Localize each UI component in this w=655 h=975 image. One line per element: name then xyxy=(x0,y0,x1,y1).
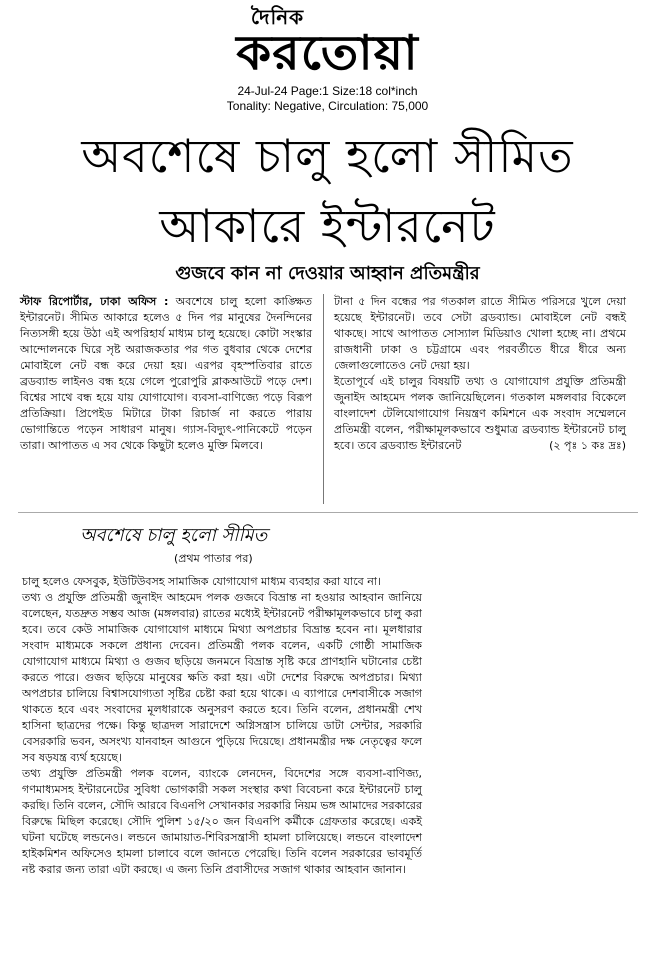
headline-line1: অবশেষে চালু হলো সীমিত xyxy=(81,129,574,183)
paragraph: টানা ৫ দিন বন্ধের পর গতকাল রাতে সীমিত পরিসরে খুলে দেয়া হয়েছে ইন্টারনেট। তবে সেটা ব্রডব্যান্ড। মোবাইলে নেট বন্ধই থাকছে। সাথে আপাতত সোস্যাল মিডিয়াও খোলা হচ্ছে না। প্রথমে রাজধানী ঢাকা ও চট্টগ্রামে এবং পরবর্তীতে ধীরে ধীরে অন্য জেলাগুলোতেও নেট দেয়া হয়। xyxy=(334,295,626,372)
article-lead-paragraph xyxy=(20,294,312,454)
continuation-body xyxy=(22,574,422,878)
headline-line2: আকারে ইন্টারনেট xyxy=(159,199,496,253)
paragraph xyxy=(334,374,626,454)
masthead-newspaper-name: করতোয়া xyxy=(236,25,419,81)
article-column-left xyxy=(20,294,312,454)
byline: স্টাফ রিপোর্টার, ঢাকা অফিস : xyxy=(20,295,169,308)
jump-reference: (২ পৃঃ ১ কঃ দ্রঃ) xyxy=(549,439,626,452)
paragraph: তথ্য ও প্রযুক্তি প্রতিমন্ত্রী জুনাইদ আহমেদ পলক গুজবে বিভ্রান্ত না হওয়ার আহবান জানিয়ে বলেছেন, যতদ্রুত সম্ভব আজ (মঙ্গলবার) রাতের মধ্যেই ইন্টারনেট পরীক্ষামূলকভাবে চালু করা হবে। তবে কেউ সামাজিক যোগাযোগ মাধ্যমে মিথ্যা অপপ্রচার বিভ্রান্ত হবেন না। মূলধারার সংবাদ মাধ্যমকে সকলে প্রধান্য দেবেন। প্রতিমন্ত্রী পলক বলেন, একটি গোষ্ঠী সামাজিক যোগাযোগ মাধ্যমে মিথ্যা ও গুজব ছড়িয়ে জনমনে বিভ্রান্ত সৃষ্টি করে প্রাণহানি ঘটানোর চেষ্টা করতে পারে। গুজব ছড়িয়ে মানুষের ক্ষতি করা হয়। এটা দেশের বিরুদ্ধে অপপ্রচার। মিথ্যা অপপ্রচার চালিয়ে বিশ্বাসযোগ্যতা সৃষ্টির চেষ্টা করা হয়ে থাকে। এ ব্যাপারে দেশবাসীকে সজাগ থাকতে হবে এবং সংবাদের মূলধারাকে অনুসরণ করতে হবে। তিনি বলেন, প্রধানমন্ত্রী শেখ হাসিনা ছাত্রদের পক্ষে। কিন্তু ছাত্রদল সারাদেশে অগ্নিসন্ত্রাস চালিয়ে ডাটা সেন্টার, সরকারি বেসরকারি ভবন, অসংখ্য যানবাহন আগুনে পুড়িয়ে দিয়েছে। প্রধানমন্ত্রীর দক্ষ নেতৃত্বের ফলে সব ষড়যন্ত্র ব্যর্থ হয়েছে। xyxy=(22,591,422,764)
subheadline: গুজবে কান না দেওয়ার আহ্বান প্রতিমন্ত্রীর xyxy=(175,263,480,284)
masthead-small-text: দৈনিক xyxy=(250,5,305,29)
paragraph: চালু হলেও ফেসবুক, ইউটিউবসহ সামাজিক যোগাযোগ মাধ্যম ব্যবহার করা যাবে না। xyxy=(22,575,381,588)
continuation-title: অবশেষে চালু হলো সীমিত xyxy=(80,525,268,546)
clipping-meta-line2: Tonality: Negative, Circulation: 75,000 xyxy=(226,99,429,113)
clipping-meta-line1: 24-Jul-24 Page:1 Size:18 col*inch xyxy=(237,84,418,98)
paragraph: তথ্য প্রযুক্তি প্রতিমন্ত্রী পলক বলেন, ব্যাংকে লেনদেন, বিদেশের সঙ্গে ব্যবসা-বাণিজ্য, গণমাধ্যমসহ ইন্টারনেটের সুবিধা ভোগকারী সকল সংস্থার কথা বিবেচনা করে ইন্টারনেট চালু করছি। তিনি বলেন, সৌদি আরবে বিএনপি সেখানকার সরকারি নিয়ম ভঙ্গ আমাদের সরকারের বিরুদ্ধে মিছিল করেছে। সৌদি পুলিশ ১৫/২০ জন বিএনপি কর্মীকে গ্রেফতার করেছে। একই ঘটনা ঘটেছে লন্ডনেও। লন্ডনে জামায়াত-শিবিরসন্ত্রাসী হামলা চালিয়েছে। লন্ডনে বাংলাদেশ হাইকমিশন অফিসেও হামলা চালাবে বলে জানতে পেরেছি। তিনি বলেন সরকারের ভাবমূর্তি নষ্ট করার জন্য তারা এটা করছে। এ জন্য তিনি প্রবাসীদের সজাগ থাকার আহবান জানান। xyxy=(22,767,422,876)
masthead-logo xyxy=(0,5,655,81)
lead-text: অবশেষে চালু হলো কাঙ্ক্ষিত ইন্টারনেট। সীমিত আকারে হলেও ৫ দিন পর মানুষের দৈনন্দিনের নিত্যসঙ্গী হয়ে উঠা এই অপরিহার্য মাধ্যম চালু হয়েছে। কোটা সংস্কার আন্দোলনকে ঘিরে সৃষ্ট অরাজকতার পর গত বুধবার থেকে দেশের মোবাইলে নেট বন্ধ করে দেয়া হয়। এরপর বৃহস্পতিবার রাতে ব্রডব্যান্ড লাইনও বন্ধ হয়ে গেলে পুরোপুরি ব্লাকআউটে পড়ে দেশ। বিশ্বের সাথে বন্ধ হয়ে যায় যোগাযোগ। ব্যবসা-বাণিজ্যে পড়ে বিরূপ প্রতিক্রিয়া। প্রিপেইড মিটারে টাকা রিচার্জ না করতে পারায় ভোগান্তিতে পড়েন সাধারণ মানুষ। গ্যাস-বিদ্যুৎ-পানিকেটে পড়েন তারা। আপাতত এ সব থেকে কিছুটা হলেও মুক্তি মিলবে। xyxy=(20,295,312,452)
column-divider xyxy=(323,294,324,504)
continuation-note: (প্রথম পাতার পর) xyxy=(174,552,253,565)
paragraph-text: ইতোপূর্বে এই চালুর বিষয়টি তথ্য ও যোগাযোগ প্রযুক্তি প্রতিমন্ত্রী জুনাইদ আহমেদ পলক জানিয়েছিলেন। গতকাল মঙ্গলবার বিকেলে বাংলাদেশ টেলিযোগাযোগ নিয়ন্ত্রণ কমিশনে এক সংবাদ সম্মেলনে প্রতিমন্ত্রী বলেন, পরীক্ষামূলকভাবে শুধুমাত্র ব্রডব্যান্ড ইন্টারনেট চালু হবে। তবে ব্রডব্যান্ড ইন্টারনেট xyxy=(334,375,626,452)
article-column-right xyxy=(334,294,626,454)
section-divider xyxy=(18,512,638,513)
